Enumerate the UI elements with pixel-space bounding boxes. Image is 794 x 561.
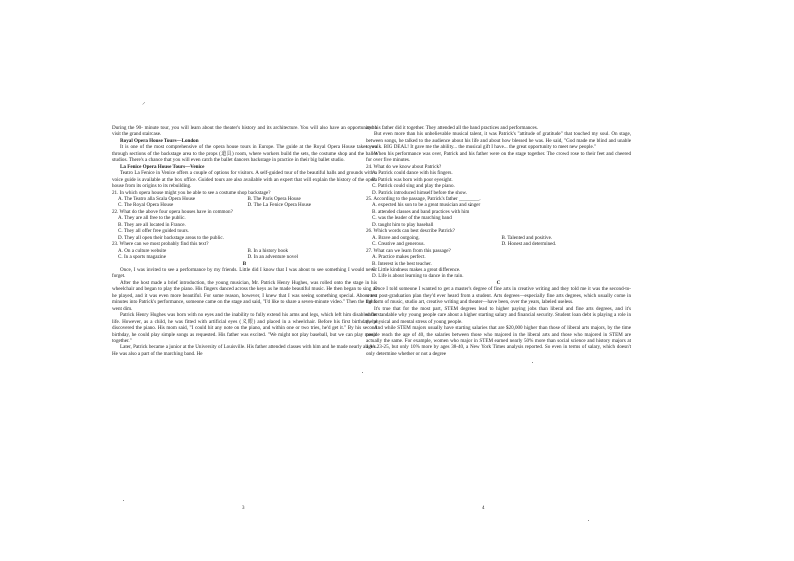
option: C. The Royal Opera House xyxy=(118,202,174,209)
page-number: 4 xyxy=(482,506,485,511)
paragraph: Once I told someone I wanted to get a master's degree of fine arts in creative writing and they told me it was the second-to-worst post-graduation plan they'd ever heard from a student. Arts degrees—especially fine arts degrees, which usually come in the form of music, studio art, creative writing and theater—have been, over the years, labeled useless. xyxy=(366,286,631,306)
scan-speck xyxy=(532,362,533,363)
option: A. On a culture website xyxy=(118,247,167,254)
paragraph: But even more than his unbelievable musical talent, it was Patrick's "attitude of gratitude" that touched my soul. On stage, between songs, he talked to the audience about his life and about how blessed he was. He said, "God made me blind and unable to walk. BIG DEAL! It gave me the ability... the musical gift I have... the great opportunity to meet new people." xyxy=(366,131,631,151)
paragraph: Teatro La Fenice in Venice offers a couple of options for visitors. A self-guided tour of the beautiful halls and grounds with a voice guide is available at the box office. Guided tours are also available with an expert that will explain the history of the opera house from its origins to its rebuilding. xyxy=(112,170,377,190)
question-24: 24. What do we know about Patrick? xyxy=(366,163,442,170)
scan-mark: ⸝ xyxy=(142,98,146,106)
options-row xyxy=(112,202,377,208)
section-letter: C xyxy=(496,279,501,286)
option: B. Interest is the best teacher. xyxy=(372,260,432,267)
option: D. In an adventure novel xyxy=(247,254,298,261)
scan-speck xyxy=(588,520,589,521)
option: A. expected his son to be a great musician and singer xyxy=(372,202,481,209)
page-4-column xyxy=(366,125,631,357)
option: A. Patrick could dance with his fingers. xyxy=(372,170,453,177)
option: C. Patrick could sing and play the piano. xyxy=(372,183,455,190)
option: C. In a sports magazine xyxy=(118,254,166,261)
option: D. Patrick introduced himself before the show. xyxy=(372,189,468,196)
option: B. In a history book xyxy=(247,247,289,254)
option: A. Brave and outgoing. xyxy=(372,234,420,241)
option: D. They all open their backstage areas to the public. xyxy=(118,234,224,241)
paragraph: Later, Patrick became a junior at the University of Louisville. His father attended classes with him and he made nearly all A's. He was also a part of the marching band. He xyxy=(112,344,377,357)
question-27: 27. What can we learn from this passage? xyxy=(366,247,451,254)
question-25: 25. According to the passage, Patrick's father ________. xyxy=(366,195,481,202)
option: A. Practice makes perfect. xyxy=(372,254,426,261)
section-letter: B xyxy=(242,260,247,267)
option: B. attended classes and band practices with him xyxy=(372,208,470,215)
option: C. They all offer free guided tours. xyxy=(118,228,189,235)
option: D. The La Fenice Opera House xyxy=(247,202,312,209)
page-3-column xyxy=(112,125,377,357)
paragraph: It's true that for the most part, STEM degrees lead to higher paying jobs than liberal and fine arts degrees, and it's understandable why young people care about a higher starting salary and financial security. Student loan debt is playing a role in the physical and mental stress of young people. xyxy=(366,305,631,325)
question-23: 23. Where can we most probably find this text? xyxy=(112,241,209,248)
option: C. Creative and generous. xyxy=(372,241,425,248)
option: A. They are all free to the public. xyxy=(118,215,186,222)
option: B. Patrick was born with poor eyesight. xyxy=(372,176,453,183)
option: B. They are all located in France. xyxy=(118,221,186,228)
question-26: 26. Which words can best describe Patrick? xyxy=(366,228,455,235)
option: B. The Paris Opera House xyxy=(247,195,301,202)
question-22: 22. What do the above four opera houses have in common? xyxy=(112,208,233,215)
paragraph: and his father did it together. They attended all the band practices and performances. xyxy=(366,125,539,131)
scan-speck xyxy=(123,500,124,501)
paragraph: During the 90- minute tour, you will learn about the theater's history and its architecture. You will also have an opportunity to visit the grand staircase. xyxy=(112,125,377,138)
section-heading: La Fenice Opera House Tours—Venice xyxy=(120,163,205,170)
options-row xyxy=(112,254,377,260)
paragraph: Once, I was invited to see a performance by my friends. Little did I know that I was about to see something I would never forget. xyxy=(112,266,377,280)
option: A. The Teatro alla Scala Opera House xyxy=(118,195,196,202)
option: C. Little kindness makes a great difference. xyxy=(372,266,461,273)
section-heading: Royal Opera House Tours—London xyxy=(120,137,199,144)
paragraph: It is one of the most comprehensive of the opera house tours in Europe. The guide at the Royal Opera House takes you through sections of the backstage area to the props (道具) room, where workers build the sets, the costume shop and the ballet studios. There's a chance that you will even catch the ballet dancers backstage in practice in their big ballet studio. xyxy=(112,144,377,164)
paragraph: Patrick Henry Hughes was born with no eyes and the inability to fully extend his arms and legs, which left him disabled for life. However, as a child, he was fitted with artificial eyes (义眼) and placed in a wheelchair. Before his first birthday, he discovered the piano. His mom said, "I could hit any note on the piano, and within one or two tries, he'd get it." By his second birthday, he could play simple songs as requested. His father was excited. "We might not play baseball, but we can play music together." xyxy=(112,312,377,344)
question-21: 21. In which opera house might you be able to see a costume shop backstage? xyxy=(112,189,271,196)
paragraph: When his performance was over, Patrick and his father were on the stage together. The crowd rose to their feet and cheered for over five minutes. xyxy=(366,150,631,164)
options-row xyxy=(366,241,631,247)
option: D. Life is about learning to dance in the rain. xyxy=(372,273,464,280)
option: D. taught him to play baseball xyxy=(372,221,434,228)
paragraph: And while STEM majors usually have starting salaries that are $20,000 higher than those of liberal arts majors, by the time people reach the age of 40, the salaries between those who majored in the liberal arts and those who majored in STEM are actually the same. For example, women who major in STEM earned nearly 50% more than social science and history majors at ages 23-25, but only 10% more by ages 38-40, a New York Times analysis reported. So even in terms of salary, which doesn't only determine whether or not a degree xyxy=(366,325,631,357)
page-number: 3 xyxy=(242,506,245,511)
option: B. Talented and positive. xyxy=(501,234,553,241)
option: C. was the leader of the marching band xyxy=(372,215,452,222)
paragraph: After the host made a brief introduction, the young musician, Mr. Patrick Henry Hughes, was rolled onto the stage in his wheelchair and began to play the piano. His fingers danced across the keys as he made beautiful music. He then began to sing as he played, and it was even more beautiful. For some reason, however, I knew that I was seeing something special. About ten minutes into Patrick's performance, someone came on the stage and said, "I'd like to share a seven-minute video." Then the lights went dim. xyxy=(112,279,377,312)
option: D. Honest and determined. xyxy=(501,241,557,248)
scan-speck xyxy=(362,372,363,373)
